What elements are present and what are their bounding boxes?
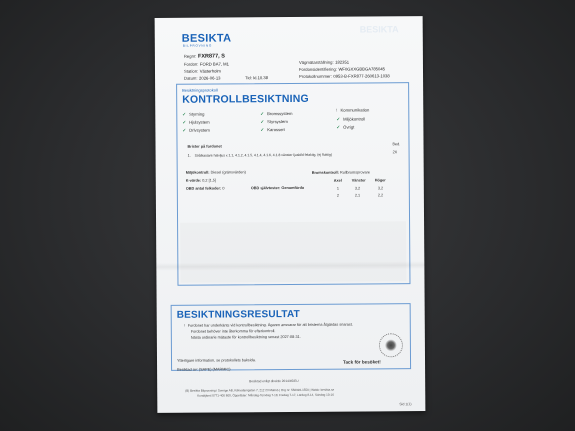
besikta-logo: BESIKTA: [181, 32, 232, 45]
station-field: Station:Västerholm: [183, 68, 221, 74]
exclamation-icon: !: [183, 323, 185, 328]
miljo-row: Miljökontroll: Diesel (gränsvärden): [185, 170, 246, 175]
check-item: ✓ Drivsystem: [182, 127, 210, 133]
check-item: ✓ Styrsystem: [260, 119, 288, 125]
bed-label: Bed.: [392, 142, 401, 147]
tid-field: Tid:kl.10.38: [245, 75, 269, 81]
brake-cell: 2: [336, 193, 340, 198]
obd-row: OBD antal felkoder: 0: [185, 186, 225, 191]
kvarde-row: K-värde: 0,2 [1,5]: [185, 178, 216, 183]
check-item: ✓ Bromssystem: [260, 110, 293, 117]
brister-row: Strålkastare halvljus x 1.1, 4.1.2, 4.1.5, 4.1.4, 4.1.6, 4.1.8 vänster ljusbild felaktig, (ej fluktig): [194, 152, 333, 158]
bleed-through-text: BESIKTA: [359, 24, 399, 35]
protokoll-field: Protokollnummer:0953-B-FXR877-260613-1038: [299, 73, 390, 79]
result-extra: Ytterligare information, se protokollets baksida.: [177, 358, 256, 363]
footer-line-1: Besiktad enligt direktiv 2014/45/EU: [249, 378, 299, 384]
fordon-field: Fordon:FORD BA7, M1: [183, 61, 229, 67]
footer-line-3: Kundtjänst 0771-400 800, Öppettider: Måndag-Torsdag 7-18, Fredag 7-17, Lördag 8-14, Söndag 10-16: [197, 392, 334, 398]
seal-crown-icon: [385, 339, 397, 351]
protocol-big-title: KONTROLLBESIKTNING: [182, 92, 309, 106]
check-icon: ✓: [260, 111, 265, 117]
result-line-2: Fordonet behöver inte återkomma för efterkontroll.: [190, 329, 276, 334]
check-icon: ✓: [336, 124, 341, 130]
check-icon: ✓: [260, 127, 265, 133]
regnr-field: Regnr:FXR877, S: [183, 53, 225, 60]
check-icon: ✓: [182, 119, 187, 125]
brake-title-row: Bromskontroll: Rullbromsprovare: [311, 170, 370, 175]
matar-field: Vägmätarställning:182351: [298, 59, 350, 65]
logo-subtitle: BILPROVNING: [182, 43, 213, 48]
thanks-text: Tack för besöket!: [343, 359, 381, 365]
brister-title: Brister på fordonet: [187, 144, 222, 149]
check-item: ✓ Karosseri: [260, 127, 285, 133]
warning-item: ! Kommunikation: [336, 107, 370, 113]
check-icon: ✓: [260, 119, 265, 125]
datum-field: Datum:2026-06-13: [184, 75, 221, 81]
brake-cell: 3,2: [377, 186, 384, 191]
inspector-row: Besiktad av: (SAPE) (MARMIC): [177, 367, 231, 372]
brake-cell: 1: [336, 186, 339, 191]
check-item: ✓ Övrigt: [336, 124, 355, 130]
brake-header-axel: Axel: [333, 178, 342, 183]
bed-value: 2X: [392, 150, 398, 155]
page-number: Sid 1(1): [399, 402, 412, 407]
result-line-3: Nästa ordinarie mätaste för kontrollbesiktning senast 2027-08-31.: [190, 334, 301, 340]
check-item: ✓ Miljökontroll: [336, 116, 366, 122]
footer-line-2: (B) Besikta Bilprovning i Sverige AB, Kåkvattengatan 7, 212 23 Malmö | Org nr: 556993-1550 | Webb: besikta.se: [185, 387, 335, 393]
check-icon: ✓: [336, 116, 341, 122]
protocol-small-title: Besiktningsprotokoll: [182, 87, 218, 93]
check-item: ✓ Hjulsystem: [182, 119, 210, 125]
exclamation-icon: !: [336, 107, 338, 113]
brake-header-right: Höger: [374, 178, 386, 183]
obd-status-row: OBD självtester: Genomförda: [250, 185, 305, 191]
fid-field: Fordonsidentifiering:WF0GXXGBBGA785045: [298, 66, 386, 72]
check-icon: ✓: [182, 111, 187, 117]
brake-header-left: Vänster: [351, 178, 366, 183]
result-title: BESIKTNINGSRESULTAT: [176, 308, 300, 321]
brister-row-num: 1.: [187, 153, 191, 158]
check-icon: ✓: [182, 127, 187, 133]
brake-cell: 2,1: [354, 193, 361, 198]
inspection-protocol-paper: [155, 16, 426, 413]
brake-cell: 3,2: [354, 186, 361, 191]
empty-area: [180, 221, 406, 283]
result-line-1: ! Fordonet har underkänts vid kontrollbesiktning. Ägaren ansvarar för att bristerna åtgärdas snarast.: [183, 322, 353, 328]
brake-cell: 2,2: [377, 193, 384, 198]
check-item: ✓ Styrning: [182, 111, 205, 117]
